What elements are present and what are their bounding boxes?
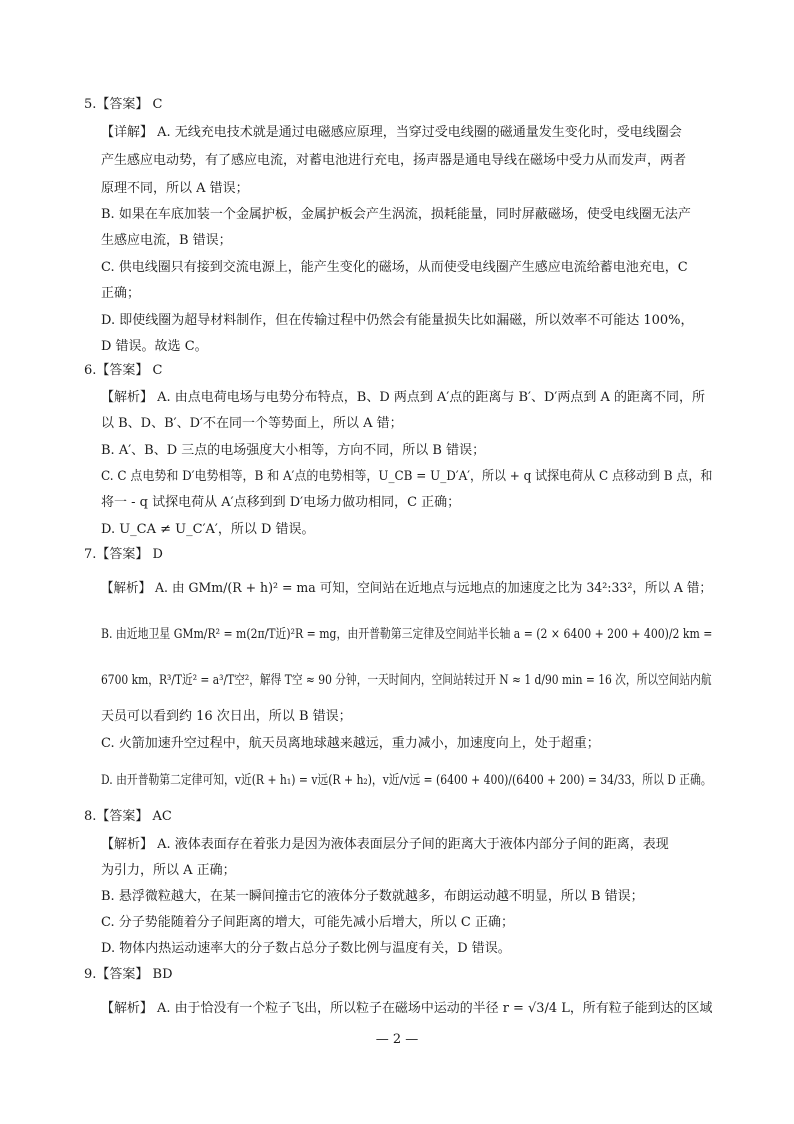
q6-line-2: 以 B、D、B′、D′不在同一个等势面上，所以 A 错；: [101, 416, 403, 431]
q5-line-6: C. 供电线圈只有接到交流电源上，能产生变化的磁场，从而使受电线圈产生感应电流给蓄电池充电，C: [101, 260, 688, 275]
q8-line-1: 【解析】 A. 液体表面存在着张力是因为液体表面层分子间的距离大于液体内部分子间的距离，表现: [101, 837, 669, 852]
q5-line-8: D. 即使线圈为超导材料制作，但在传输过程中仍然会有能量损失比如漏磁，所以效率不可能达 100%，: [101, 313, 694, 328]
q5-line-7: 正确；: [101, 286, 141, 301]
q6-line-6: D. U_CA ≠ U_C′A′，所以 D 错误。: [101, 522, 315, 537]
q5-line-9: D 错误。故选 C。: [101, 339, 208, 354]
q7-line-4: 天员可以看到约 16 次日出，所以 B 错误；: [101, 709, 352, 724]
q7-line-6: D. 由开普勒第二定律可知，v近(R + h₁) = v远(R + h₂)，v近/v远 = (6400 + 400)/(6400 + 200) = 34/33，所以 D 正确。: [101, 773, 712, 788]
q7-line-1: 【解析】 A. 由 GMm/(R + h)² = ma 可知，空间站在近地点与远地点的加速度之比为 34²:33²，所以 A 错；: [101, 581, 712, 596]
q9-line-1: 【解析】 A. 由于恰没有一个粒子飞出，所以粒子在磁场中运动的半径 r = √3/4 L，所有粒子能到达的区域: [101, 1001, 713, 1016]
q6-line-5: 将一 - q 试探电荷从 A′点移到到 D′电场力做功相同，C 正确；: [101, 495, 461, 510]
page-number: — 2 —: [375, 1032, 419, 1047]
q6-line-3: B. A′、B、D 三点的电场强度大小相等，方向不同，所以 B 错误；: [101, 443, 486, 458]
q8-line-2: 为引力，所以 A 正确；: [101, 863, 236, 878]
q7-line-5: C. 火箭加速升空过程中，航天员离地球越来越远，重力减小，加速度向上，处于超重；: [101, 736, 600, 751]
q7-line-2: B. 由近地卫星 GMm/R² = m(2π/T近)²R = mg，由开普勒第三定律及空间站半长轴 a = (2 × 6400 + 200 + 400)/2 km =: [101, 627, 713, 642]
q8-answer: 8.【答案】 AC: [84, 809, 172, 824]
q8-line-4: C. 分子势能随着分子间距离的增大，可能先减小后增大，所以 C 正确；: [101, 915, 514, 930]
q8-line-5: D. 物体内热运动速率大的分子数占总分子数比例与温度有关，D 错误。: [101, 941, 511, 956]
q6-answer: 6.【答案】 C: [84, 363, 163, 378]
q5-line-2: 产生感应电动势，有了感应电流，对蓄电池进行充电，扬声器是通电导线在磁场中受力从而发声，两者: [101, 153, 687, 168]
q8-line-3: B. 悬浮微粒越大，在某一瞬间撞击它的液体分子数就越多，布朗运动越不明显，所以 B 错误；: [101, 889, 644, 904]
q6-line-1: 【解析】 A. 由点电荷电场与电势分布特点，B、D 两点到 A′点的距离与 B′、D′两点到 A 的距离不同，所: [101, 390, 706, 405]
q6-line-4: C. C 点电势和 D′电势相等，B 和 A′点的电势相等，U_CB = U_D′A′，所以 + q 试探电荷从 C 点移动到 B 点，和: [101, 469, 713, 484]
q5-line-5: 生感应电流，B 错误；: [101, 233, 232, 248]
q5-line-3: 原理不同，所以 A 错误；: [101, 181, 249, 196]
q7-answer: 7.【答案】 D: [84, 547, 163, 562]
q7-line-3: 6700 km，R³/T近² = a³/T空²，解得 T空 ≈ 90 分钟，一天时间内，空间站转过开 N ≈ 1 d/90 min = 16 次，所以空间站内航: [101, 673, 712, 688]
q5-line-4: B. 如果在车底加装一个金属护板，金属护板会产生涡流，损耗能量，同时屏蔽磁场，使受电线圈无法产: [101, 207, 691, 222]
q5-line-1: 【详解】 A. 无线充电技术就是通过电磁感应原理，当穿过受电线圈的磁通量发生变化时，受电线圈会: [101, 125, 682, 140]
q5-answer: 5.【答案】 C: [84, 97, 163, 112]
q9-answer: 9.【答案】 BD: [84, 967, 173, 982]
